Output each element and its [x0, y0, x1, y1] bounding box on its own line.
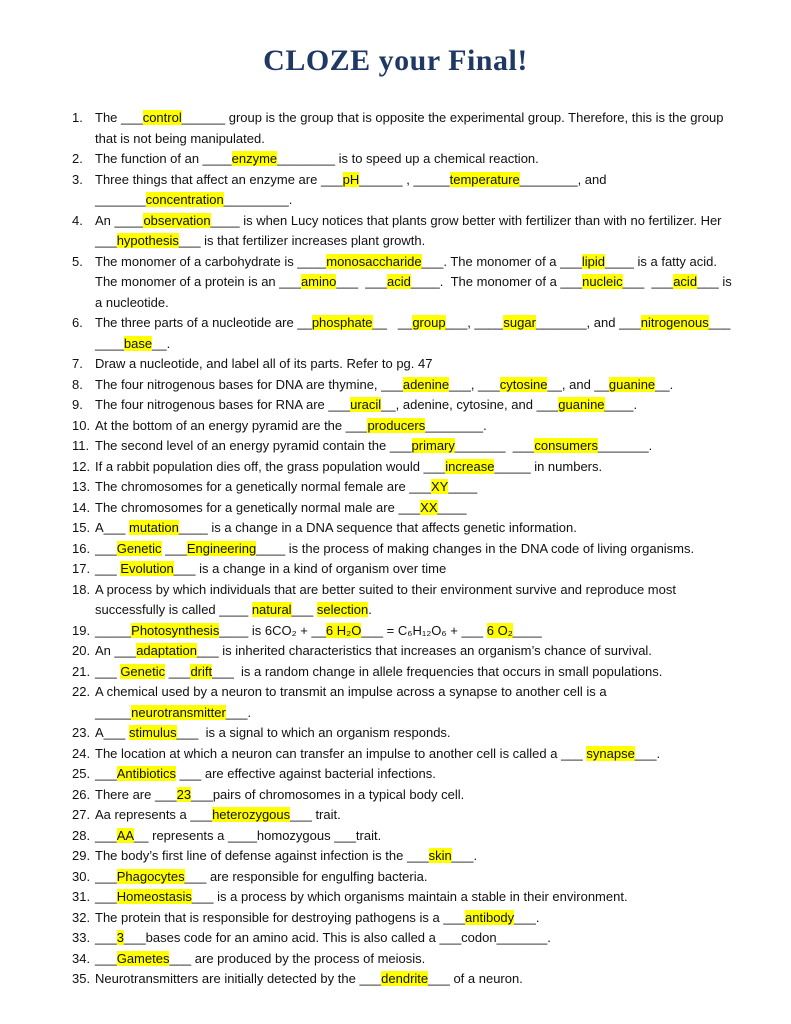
item-number: 9.: [72, 397, 83, 412]
text-run: ___: [165, 663, 191, 679]
item-number: 20.: [72, 643, 91, 658]
text-run: ____: [512, 622, 542, 638]
highlighted-answer: guanine: [608, 376, 656, 392]
text-run: The second level of an energy pyramid contain the ___: [95, 438, 412, 453]
highlighted-answer: group: [412, 315, 446, 330]
text-run: ________, and _______: [95, 171, 607, 207]
item-number: 25.: [72, 766, 91, 781]
highlighted-answer: enzyme: [231, 151, 278, 166]
list-item: [72, 436, 741, 457]
highlighted-answer: Genetic: [120, 663, 166, 679]
text-run: ___, ____: [445, 315, 504, 330]
highlighted-answer: cytosine: [499, 376, 548, 392]
item-text: [95, 908, 741, 929]
highlighted-answer: increase: [445, 458, 495, 474]
list-item: [72, 457, 741, 478]
list-item: [72, 908, 741, 929]
item-number: 28.: [72, 827, 91, 843]
text-run: ___.: [514, 909, 540, 925]
text-run: ___.: [225, 704, 252, 720]
item-number: 34.: [72, 950, 91, 966]
item-text: [95, 518, 741, 539]
item-number: 14.: [72, 499, 91, 515]
item-number: 23.: [72, 725, 91, 740]
text-run: _______, and ___: [535, 315, 641, 330]
list-item: [72, 354, 741, 375]
item-number: 11.: [72, 438, 90, 453]
list-item: [72, 416, 741, 437]
list-item: [72, 313, 741, 354]
highlighted-answer: Genetic: [116, 540, 162, 556]
list-item: [72, 682, 741, 723]
text-run: ___, ___: [449, 376, 500, 392]
list-item: [72, 621, 741, 642]
text-run: ____ is when Lucy notices that plants grow better with fertilizer than with no fertilizer. Her ___: [95, 212, 722, 248]
text-run: ___ is inherited characteristics that increases an organism’s chance of survival.: [196, 643, 652, 658]
list-item: [72, 108, 741, 149]
item-text: [95, 416, 741, 437]
text-run: ____ is a change in a DNA sequence that affects genetic information.: [178, 520, 577, 535]
text-run: At the bottom of an energy pyramid are the ___: [95, 417, 368, 433]
text-run: The four nitrogenous bases for DNA are thymine, ___: [95, 376, 403, 392]
list-item: [72, 785, 741, 806]
text-run: _______ ___: [454, 438, 535, 453]
item-text: [95, 785, 741, 806]
highlighted-answer: stimulus: [128, 725, 177, 740]
item-number: 13.: [72, 479, 91, 494]
text-run: ___ is a change in a kind of organism over time: [173, 561, 447, 576]
text-run: ___: [161, 540, 187, 556]
text-run: Three things that affect an enzyme are ___: [95, 171, 343, 187]
text-run: There are ___: [95, 786, 177, 802]
item-number: 10.: [72, 417, 91, 433]
text-run: Draw a nucleotide, and label all of its parts. Refer to pg. 47: [95, 356, 433, 371]
item-text: [95, 375, 741, 396]
text-run: ____. The monomer of a ___: [410, 274, 583, 289]
highlighted-answer: hypothesis: [116, 233, 179, 248]
text-run: ____: [437, 499, 467, 515]
list-item: [72, 580, 741, 621]
item-number: 22.: [72, 684, 91, 699]
item-text: [95, 395, 741, 416]
item-text: [95, 969, 741, 990]
text-run: ___ are effective against bacterial infections.: [175, 766, 436, 781]
text-run: The monomer of a carbohydrate is ____: [95, 253, 327, 269]
text-run: ___ is a random change in allele frequencies that occurs in small populations.: [212, 663, 663, 679]
item-text: [95, 826, 741, 847]
item-text: [95, 641, 741, 662]
highlighted-answer: mutation: [128, 520, 179, 535]
highlighted-answer: consumers: [534, 438, 598, 453]
highlighted-answer: dendrite: [381, 971, 429, 986]
text-run: ___ = C₆H₁₂O₆ + ___: [361, 622, 487, 638]
text-run: The protein that is responsible for destroying pathogens is a ___: [95, 909, 466, 925]
highlighted-answer: acid: [673, 274, 698, 289]
list-item: [72, 477, 741, 498]
list-item: [72, 252, 741, 314]
item-text: [95, 477, 741, 498]
highlighted-answer: phosphate: [311, 315, 373, 330]
item-text: [95, 949, 741, 970]
text-run: ___ ___: [336, 274, 387, 289]
text-run: The three parts of a nucleotide are __: [95, 315, 312, 330]
highlighted-answer: drift: [190, 663, 213, 679]
list-item: [72, 887, 741, 908]
item-text: [95, 805, 741, 826]
highlighted-answer: Photosynthesis: [131, 622, 220, 638]
list-item: [72, 211, 741, 252]
highlighted-answer: heterozygous: [212, 807, 291, 822]
highlighted-answer: temperature: [449, 171, 520, 187]
text-run: The chromosomes for a genetically normal male are ___: [95, 499, 421, 515]
highlighted-answer: neurotransmitter: [131, 704, 226, 720]
item-number: 32.: [72, 909, 91, 925]
highlighted-answer: producers: [367, 417, 426, 433]
item-number: 8.: [72, 376, 83, 392]
highlighted-answer: 23: [176, 786, 192, 802]
text-run: ________ is to speed up a chemical reaction.: [277, 151, 539, 166]
text-run: ___ is a nucleotide.: [95, 274, 732, 310]
text-run: ___: [95, 930, 117, 945]
highlighted-answer: Engineering: [186, 540, 257, 556]
text-run: ___ is that fertilizer increases plant growth.: [178, 233, 426, 248]
highlighted-answer: amino: [300, 274, 337, 289]
text-run: Neurotransmitters are initially detected by the ___: [95, 971, 382, 986]
item-number: 31.: [72, 889, 91, 904]
text-run: _____: [95, 622, 132, 638]
item-number: 27.: [72, 807, 91, 822]
item-text: [95, 846, 741, 867]
item-text: [95, 744, 741, 765]
list-item: [72, 395, 741, 416]
text-run: ______ , _____: [359, 171, 450, 187]
text-run: ___: [95, 663, 121, 679]
item-number: 33.: [72, 930, 91, 945]
text-run: __.: [152, 335, 171, 351]
highlighted-answer: nucleic: [582, 274, 623, 289]
list-item: [72, 744, 741, 765]
text-run: __, and __: [547, 376, 609, 392]
item-text: [95, 723, 741, 744]
item-text: [95, 170, 741, 211]
text-run: The body’s first line of defense against infection is the ___: [95, 848, 429, 863]
text-run: _______.: [598, 438, 653, 453]
text-run: _________.: [223, 192, 293, 207]
item-number: 6.: [72, 315, 83, 330]
text-run: ___: [95, 868, 117, 884]
text-run: ___: [95, 889, 117, 904]
text-run: ______ group is the group that is opposite the experimental group. Therefore, this is the group that is not being manipulated.: [95, 110, 724, 146]
text-run: ___: [95, 540, 117, 556]
list-item: [72, 764, 741, 785]
list-item: [72, 846, 741, 867]
item-text: [95, 887, 741, 908]
highlighted-answer: XY: [431, 479, 449, 494]
text-run: ____ is 6CO₂ + __: [219, 622, 326, 638]
highlighted-answer: concentration: [145, 192, 224, 207]
text-run: The chromosomes for a genetically normal female are ___: [95, 479, 431, 494]
text-run: ___: [95, 561, 121, 576]
item-number: 18.: [72, 581, 91, 597]
highlighted-answer: adenine: [402, 376, 450, 392]
text-run: ___pairs of chromosomes in a typical body cell.: [191, 786, 465, 802]
list-item: [72, 805, 741, 826]
list-item: [72, 662, 741, 683]
item-text: [95, 498, 741, 519]
item-number: 17.: [72, 561, 91, 576]
text-run: ___: [291, 602, 317, 617]
highlighted-answer: skin: [428, 848, 452, 863]
highlighted-answer: 3: [116, 930, 124, 945]
text-run: A process by which individuals that are better suited to their environment survive and reproduce most successfully is called ____: [95, 581, 676, 617]
text-run: ___: [95, 766, 117, 781]
list-item: [72, 498, 741, 519]
cloze-list: [72, 108, 741, 990]
item-text: [95, 457, 741, 478]
highlighted-answer: Antibiotics: [116, 766, 176, 781]
highlighted-answer: Homeostasis: [116, 889, 192, 904]
list-item: [72, 149, 741, 170]
highlighted-answer: guanine: [558, 397, 605, 412]
item-number: 26.: [72, 786, 91, 802]
text-run: __, adenine, cytosine, and ___: [381, 397, 559, 412]
item-number: 16.: [72, 540, 91, 556]
highlighted-answer: Evolution: [120, 561, 174, 576]
highlighted-answer: adaptation: [136, 643, 197, 658]
list-item: [72, 949, 741, 970]
text-run: __.: [655, 376, 674, 392]
highlighted-answer: lipid: [581, 253, 605, 269]
text-run: A chemical used by a neuron to transmit an impulse across a synapse to another cell is a _____: [95, 684, 607, 720]
highlighted-answer: XX: [420, 499, 438, 515]
highlighted-answer: primary: [411, 438, 455, 453]
item-number: 5.: [72, 253, 83, 269]
item-text: [95, 539, 741, 560]
text-run: .: [368, 602, 372, 617]
item-number: 24.: [72, 745, 91, 761]
text-run: ___ are produced by the process of meiosis.: [169, 950, 426, 966]
item-text: [95, 662, 741, 683]
text-run: ____.: [604, 397, 638, 412]
item-number: 29.: [72, 848, 91, 863]
highlighted-answer: Gametes: [116, 950, 170, 966]
text-run: _____ in numbers.: [494, 458, 603, 474]
item-text: [95, 108, 741, 149]
text-run: ____: [448, 479, 478, 494]
item-text: [95, 682, 741, 723]
text-run: ___.: [451, 848, 478, 863]
text-run: __ __: [372, 315, 413, 330]
text-run: An ____: [95, 212, 144, 228]
text-run: ___. The monomer of a ___: [421, 253, 582, 269]
item-number: 35.: [72, 971, 91, 986]
text-run: ___: [95, 827, 117, 843]
item-text: [95, 313, 741, 354]
text-run: The location at which a neuron can transfer an impulse to another cell is called a ___: [95, 745, 587, 761]
highlighted-answer: observation: [143, 212, 211, 228]
highlighted-answer: 6 O₂: [486, 622, 513, 638]
item-number: 30.: [72, 868, 91, 884]
item-text: [95, 559, 741, 580]
text-run: If a rabbit population dies off, the grass population would ___: [95, 458, 446, 474]
text-run: Aa represents a ___: [95, 807, 213, 822]
highlighted-answer: selection: [316, 602, 369, 617]
text-run: A___: [95, 725, 129, 740]
page-title: CLOZE your Final!: [263, 44, 528, 77]
item-text: [95, 621, 741, 642]
highlighted-answer: antibody: [465, 909, 515, 925]
highlighted-answer: AA: [116, 827, 135, 843]
list-item: [72, 969, 741, 990]
item-text: [95, 867, 741, 888]
item-text: [95, 211, 741, 252]
item-text: [95, 436, 741, 457]
highlighted-answer: synapse: [586, 745, 635, 761]
list-item: [72, 375, 741, 396]
text-run: __ represents a ____homozygous ___trait.: [134, 827, 382, 843]
item-number: 3.: [72, 171, 83, 187]
item-number: 12.: [72, 458, 91, 474]
item-number: 7.: [72, 356, 83, 371]
highlighted-answer: base: [123, 335, 153, 351]
highlighted-answer: Phagocytes: [116, 868, 185, 884]
text-run: ___ of a neuron.: [428, 971, 523, 986]
text-run: The function of an ____: [95, 151, 232, 166]
text-run: ___ are responsible for engulfing bacteria.: [184, 868, 428, 884]
highlighted-answer: pH: [342, 171, 360, 187]
text-run: A___: [95, 520, 129, 535]
text-run: ___bases code for an amino acid. This is also called a ___codon_______.: [123, 930, 551, 945]
highlighted-answer: control: [142, 110, 182, 125]
list-item: [72, 518, 741, 539]
text-run: An ___: [95, 643, 137, 658]
list-item: [72, 928, 741, 949]
highlighted-answer: uracil: [350, 397, 382, 412]
text-run: ___ ____: [95, 315, 731, 351]
item-number: 21.: [72, 663, 91, 679]
item-number: 4.: [72, 212, 83, 228]
item-text: [95, 354, 741, 375]
text-run: The four nitrogenous bases for RNA are ___: [95, 397, 351, 412]
item-text: [95, 764, 741, 785]
list-item: [72, 539, 741, 560]
list-item: [72, 559, 741, 580]
text-run: ___.: [634, 745, 661, 761]
text-run: ____ is the process of making changes in the DNA code of living organisms.: [256, 540, 695, 556]
list-item: [72, 867, 741, 888]
list-item: [72, 723, 741, 744]
item-number: 15.: [72, 520, 91, 535]
list-item: [72, 641, 741, 662]
text-run: ___ is a signal to which an organism responds.: [176, 725, 451, 740]
item-text: [95, 580, 741, 621]
text-run: The ___: [95, 110, 143, 125]
text-run: ____ is a fatty acid. The monomer of a protein is an ___: [95, 253, 717, 289]
text-run: ___ ___: [622, 274, 674, 289]
item-number: 19.: [72, 622, 91, 638]
item-text: [95, 149, 741, 170]
text-run: ________.: [425, 417, 487, 433]
highlighted-answer: sugar: [503, 315, 536, 330]
text-run: ___ trait.: [290, 807, 341, 822]
list-item: [72, 826, 741, 847]
highlighted-answer: natural: [251, 602, 292, 617]
item-text: [95, 252, 741, 314]
text-run: ___: [95, 950, 117, 966]
highlighted-answer: nitrogenous: [640, 315, 709, 330]
highlighted-answer: acid: [386, 274, 411, 289]
item-text: [95, 928, 741, 949]
highlighted-answer: monosaccharide: [326, 253, 422, 269]
item-number: 1.: [72, 110, 83, 125]
text-run: ___ is a process by which organisms maintain a stable in their environment.: [191, 889, 628, 904]
highlighted-answer: 6 H₂O: [325, 622, 362, 638]
item-number: 2.: [72, 151, 83, 166]
list-item: [72, 170, 741, 211]
